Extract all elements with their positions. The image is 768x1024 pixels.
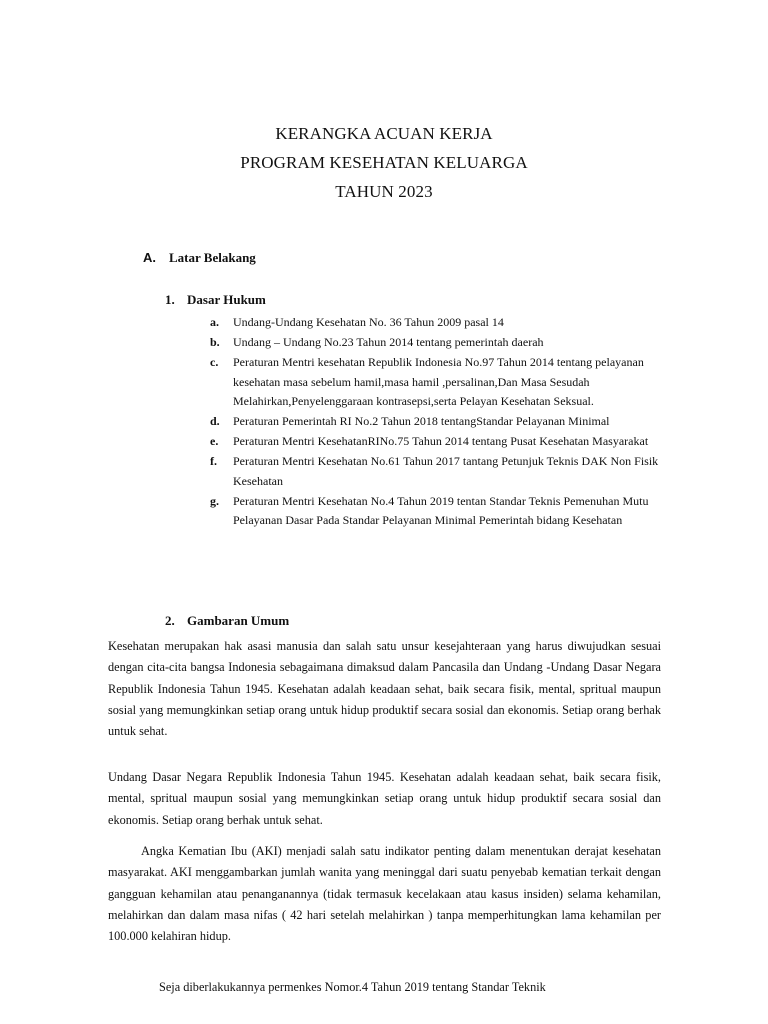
- list-item-marker: g.: [210, 493, 219, 508]
- legal-basis-list: [210, 313, 670, 531]
- list-item: [210, 313, 670, 333]
- list-item-text: Peraturan Mentri Kesehatan No.4 Tahun 2019 tentan Standar Teknis Pemenuhan Mutu Pelayanan Dasar Pada Standar Pelayanan Minimal Pemerintah bidang Kesehatan: [233, 493, 649, 527]
- list-item-text: Undang – Undang No.23 Tahun 2014 tentang pemerintah daerah: [233, 335, 544, 349]
- subsection-2-title: Gambaran Umum: [187, 613, 290, 628]
- list-item-marker: b.: [210, 335, 220, 349]
- list-item: [210, 452, 670, 491]
- list-item-marker: c.: [210, 355, 219, 369]
- list-item: [210, 412, 670, 432]
- list-item-text: Peraturan Mentri kesehatan Republik Indonesia No.97 Tahun 2014 tentang pelayanan kesehatan masa sebelum hamil,masa hamil ,persalinan,Dan Masa Sesudah Melahirkan,Penyelenggaraan kontrasepsi,serta Pelayan Kesehatan Seksual.: [233, 355, 644, 408]
- document-title-line-2: PROGRAM KESEHATAN KELUARGA: [240, 153, 528, 172]
- list-item-text: Peraturan Mentri Kesehatan No.61 Tahun 2017 tantang Petunjuk Teknis DAK Non Fisik Kesehatan: [233, 454, 659, 488]
- document-title-line-1: KERANGKA ACUAN KERJA: [275, 124, 493, 143]
- list-item-text: Undang-Undang Kesehatan No. 36 Tahun 2009 pasal 14: [233, 315, 504, 329]
- list-item-text: Peraturan Mentri KesehatanRINo.75 Tahun 2014 tentang Pusat Kesehatan Masyarakat: [233, 434, 649, 448]
- document-title-line-3: TAHUN 2023: [335, 182, 433, 201]
- list-item-text: Peraturan Pemerintah RI No.2 Tahun 2018 tentangStandar Pelayanan Minimal: [233, 414, 610, 428]
- subsection-1-title: Dasar Hukum: [187, 292, 266, 307]
- body-paragraph: Angka Kematian Ibu (AKI) menjadi salah satu indikator penting dalam menentukan derajat kesehatan masyarakat. AKI menggambarkan jumlah wanita yang meninggal dari suatu penyebab kematian terkait dengan gangguan kehamilan atau penanganannya (tidak termasuk kecelakaan atau kasus insiden) selama kehamilan, melahirkan dan dalam masa nifas ( 42 hari setelah melahirkan ) tanpa memperhitungkan lama kehamilan per 100.000 kelahiran hidup.: [108, 844, 661, 944]
- section-a-heading: [143, 250, 256, 266]
- list-item-marker: f.: [210, 454, 217, 468]
- list-item: [210, 492, 670, 531]
- list-item-marker: a.: [210, 315, 219, 329]
- subsection-1-heading: [165, 292, 266, 308]
- body-paragraph: Kesehatan merupakan hak asasi manusia dan salah satu unsur kesejahteraan yang harus diwujudkan sesuai dengan cita-cita bangsa Indonesia sebagaimana dimaksud dalam Pancasila dan Undang -Undang Dasar Negara Republik Indonesia Tahun 1945. Kesehatan adalah keadaan sehat, baik secara fisik, mental, spritual maupun sosial yang memungkinkan setiap orang untuk hidup produktif secara sosial dan ekonomis. Setiap orang berhak untuk sehat.: [108, 639, 661, 739]
- subsection-2-heading: [165, 613, 289, 629]
- list-item-marker: d.: [210, 414, 220, 428]
- subsection-2-number: 2.: [165, 613, 175, 628]
- body-paragraph: Undang Dasar Negara Republik Indonesia Tahun 1945. Kesehatan adalah keadaan sehat, baik secara fisik, mental, spritual maupun sosial yang memungkinkan setiap orang untuk hidup produktif secara sosial dan ekonomis. Setiap orang berhak untuk sehat.: [108, 770, 661, 827]
- list-item-marker: e.: [210, 434, 219, 448]
- subsection-1-number: 1.: [165, 292, 175, 307]
- list-item: [210, 333, 670, 353]
- body-paragraph: Seja diberlakukannya permenkes Nomor.4 Tahun 2019 tentang Standar Teknik: [159, 980, 546, 994]
- list-item: [210, 353, 670, 412]
- section-a-letter: A.: [143, 250, 156, 265]
- section-a-title: Latar Belakang: [169, 250, 256, 265]
- list-item: [210, 432, 670, 452]
